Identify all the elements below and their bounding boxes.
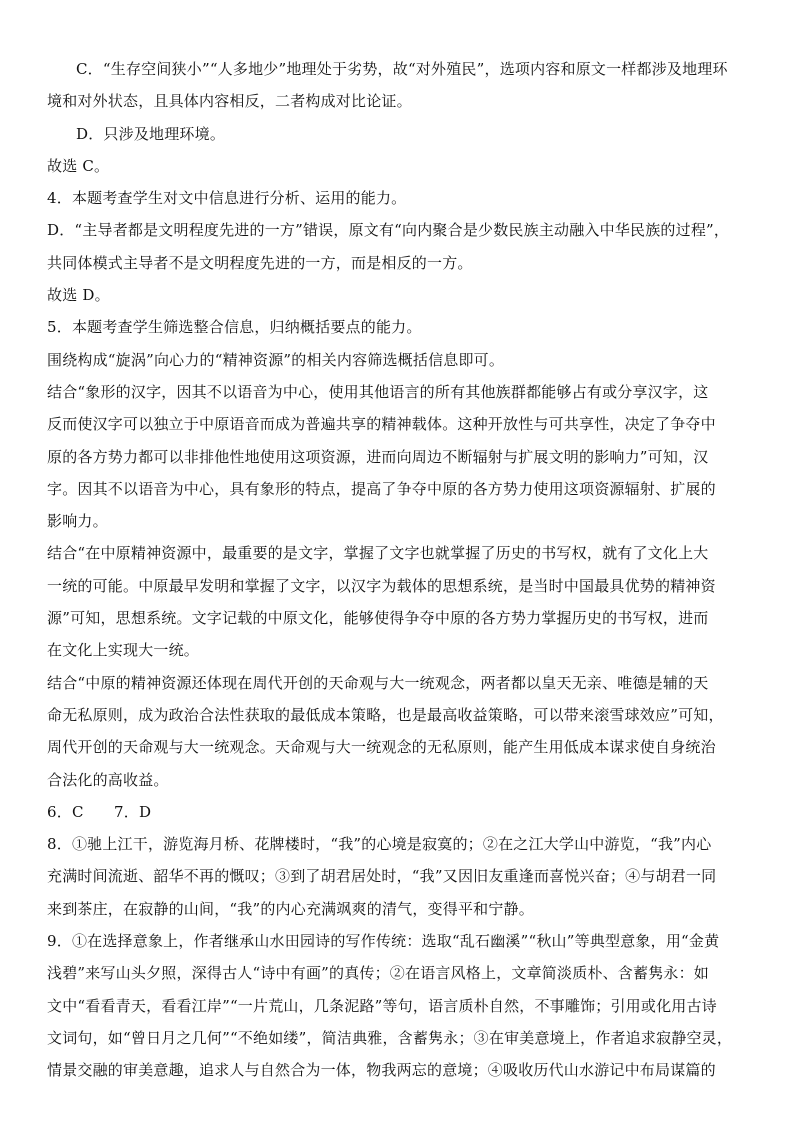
text-line-20: 结合“中原的精神资源还体现在周代开创的天命观与大一统观念，两者都以皇天无亲、唯德是辅的天 (47, 673, 709, 692)
text-line-24: 6．C 7．D (47, 802, 152, 821)
text-line-26: 充满时间流逝、韶华不再的慨叹；③到了胡君居处时，“我”又因旧友重逢而喜悦兴奋；④与胡君一同 (47, 867, 717, 886)
text-line-8: 故选 D。 (47, 286, 110, 305)
text-line-19: 在文化上实现大一统。 (47, 641, 200, 660)
text-line-22: 周代开创的天命观与大一统观念。天命观与大一统观念的无私原则，能产生用低成本谋求使自身统治 (47, 738, 716, 757)
text-line-23: 合法化的高收益。 (47, 770, 169, 789)
text-line-25: 8．①驰上江干，游览海月桥、花牌楼时，“我”的心境是寂寞的；②在之江大学山中游览，“我”内心 (47, 835, 712, 854)
text-line-27: 来到茶庄，在寂静的山间，“我”的内心充满飒爽的清气，变得平和宁静。 (47, 899, 534, 918)
text-line-28: 9．①在选择意象上，作者继承山水田园诗的写作传统：选取“乱石幽溪”“秋山”等典型意象，用“金黄 (47, 932, 720, 951)
text-line-15: 影响力。 (47, 512, 108, 531)
text-line-2: 境和对外状态，且具体内容相反，二者构成对比论证。 (47, 92, 412, 111)
document-page (47, 53, 755, 1087)
text-line-3: D．只涉及地理环境。 (76, 124, 226, 143)
text-line-30: 文中“看看青天，看看江岸”“一片荒山，几条泥路”等句，语言质朴自然，不事雕饰；引用或化用古诗 (47, 996, 717, 1015)
text-line-31: 文词句，如“曾日月之几何”“不绝如缕”，简洁典雅，含蓄隽永；③在审美意境上，作者追求寂静空灵， (47, 1028, 733, 1047)
text-line-9: 5．本题考查学生筛选整合信息，归纳概括要点的能力。 (47, 318, 422, 337)
text-line-6: D．“主导者都是文明程度先进的一方”错误，原文有“向内聚合是少数民族主动融入中华民族的过程”， (47, 221, 730, 240)
text-line-1: C．“生存空间狭小”“人多地少”地理处于劣势，故“对外殖民”，选项内容和原文一样都涉及地理环 (76, 60, 728, 78)
text-line-21: 命无私原则，成为政治合法性获取的最低成本策略，也是最高收益策略，可以带来滚雪球效应”可知， (47, 705, 724, 724)
text-line-4: 故选 C。 (47, 156, 110, 175)
text-line-11: 结合“象形的汉字，因其不以语音为中心，使用其他语言的所有其他族群都能够占有或分享汉字，这 (47, 382, 709, 401)
text-line-10: 围绕构成“旋涡”向心力的“精神资源”的相关内容筛选概括信息即可。 (47, 350, 505, 369)
text-line-32: 情景交融的审美意趣，追求人与自然合为一体，物我两忘的意境；④吸收历代山水游记中布局谋篇的 (47, 1061, 716, 1080)
text-line-18: 源”可知，思想系统。文字记载的中原文化，能够使得争夺中原的各方势力掌握历史的书写权，进而 (47, 609, 709, 628)
text-line-16: 结合“在中原精神资源中，最重要的是文字，掌握了文字也就掌握了历史的书写权，就有了文化上大 (47, 544, 709, 563)
text-line-13: 原的各方势力都可以非排他性地使用这项资源，进而向周边不断辐射与扩展文明的影响力”可知，汉 (47, 447, 709, 466)
text-line-17: 一统的可能。中原最早发明和掌握了文字，以汉字为载体的思想系统，是当时中国最具优势的精神资 (47, 576, 716, 595)
text-line-5: 4．本题考查学生对文中信息进行分析、运用的能力。 (47, 189, 407, 208)
text-line-12: 反而使汉字可以独立于中原语音而成为普遍共享的精神载体。这种开放性与可共享性，决定了争夺中 (47, 415, 716, 434)
text-line-29: 浅碧”来写山头夕照，深得古人“诗中有画”的真传；②在语言风格上，文章简淡质朴、含蓄隽永：如 (47, 964, 710, 983)
text-line-7: 共同体模式主导者不是文明程度先进的一方，而是相反的一方。 (47, 253, 473, 272)
text-line-14: 字。因其不以语音为中心，具有象形的特点，提高了争夺中原的各方势力使用这项资源辐射、扩展的 (47, 479, 716, 498)
